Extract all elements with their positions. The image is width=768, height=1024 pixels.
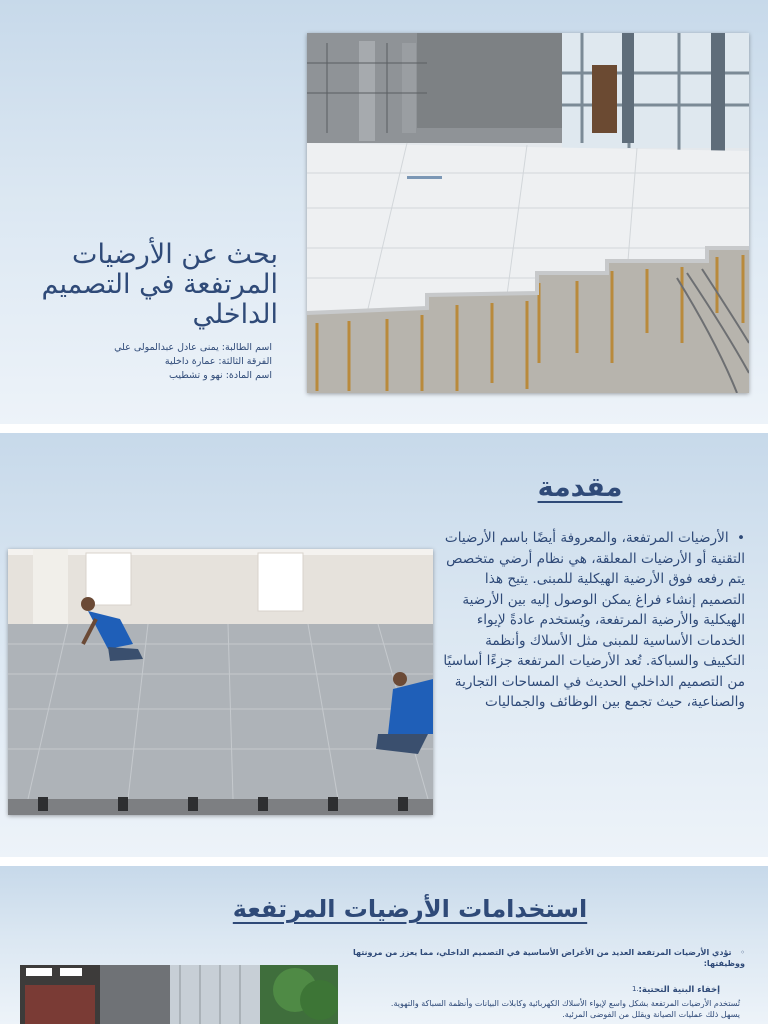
commercial-interior-photo [20,965,338,1024]
raised-floor-illustration [307,33,749,393]
introduction-text: الأرضيات المرتفعة، والمعروفة أيضًا باسم الأرضيات التقنية أو الأرضيات المعلقة، هي نظام أرضي متخصص يتم رفعه فوق الأرضية الهيكلية للمبنى. يتيح هذا التصميم إنشاء فراغ يمكن الوصول إليه بين الأرضية الهيكلية والأرضية المرتفعة، ويُستخدم عادةً لإيواء الخدمات الأساسية للمبنى مثل الأسلاك وأنظمة التكييف والسباكة. تُعد الأرضيات المرتفعة جزءًا أساسيًا من التصميم الداخلي الحديث في المساحات التجارية والصناعية، حيث تجمع بين الوظائف والجماليات [443,530,745,710]
presentation-title: بحث عن الأرضيات المرتفعة في التصميم الداخلي [41,239,278,330]
raised-floor-photo [307,33,749,393]
uses-intro-text: تؤدي الأرضيات المرتفعة العديد من الأغراض الأساسية في التصميم الداخلي، مما يعزز من مرونتها ووظيفتها: [352,948,745,968]
student-name: اسم الطالبة: يمنى عادل عبدالمولى علي [114,342,272,353]
use-item-number: 1. [632,985,639,993]
uses-intro [345,947,745,969]
bullet-marker: • [736,530,745,546]
introduction-paragraph [440,528,745,713]
title-slide [0,0,768,424]
student-year: الفرقة الثالثة: عمارة داخلية [164,356,272,367]
use-item-title: إخفاء البنية التحتية: [638,985,720,995]
slide-separator [0,857,768,866]
uses-heading: استخدامات الأرضيات المرتفعة [232,895,588,923]
course-name: اسم المادة: نهو و تشطيب [169,370,272,381]
slide-separator [0,424,768,433]
use-item-text: تُستخدم الأرضيات المرتفعة بشكل واسع لإيواء الأسلاك الكهربائية وكابلات البيانات وأنظمة السباكة والتهوية. يسهل ذلك عمليات الصيانة ويقلل من الفوضى المرئية. [390,999,740,1019]
bullet-marker: ◦ [740,948,745,957]
author-info [40,341,272,383]
commercial-interior-illustration [20,965,338,1024]
floor-installation-illustration [8,549,433,815]
installers-photo [8,549,433,815]
introduction-heading: مقدمة [537,472,623,503]
